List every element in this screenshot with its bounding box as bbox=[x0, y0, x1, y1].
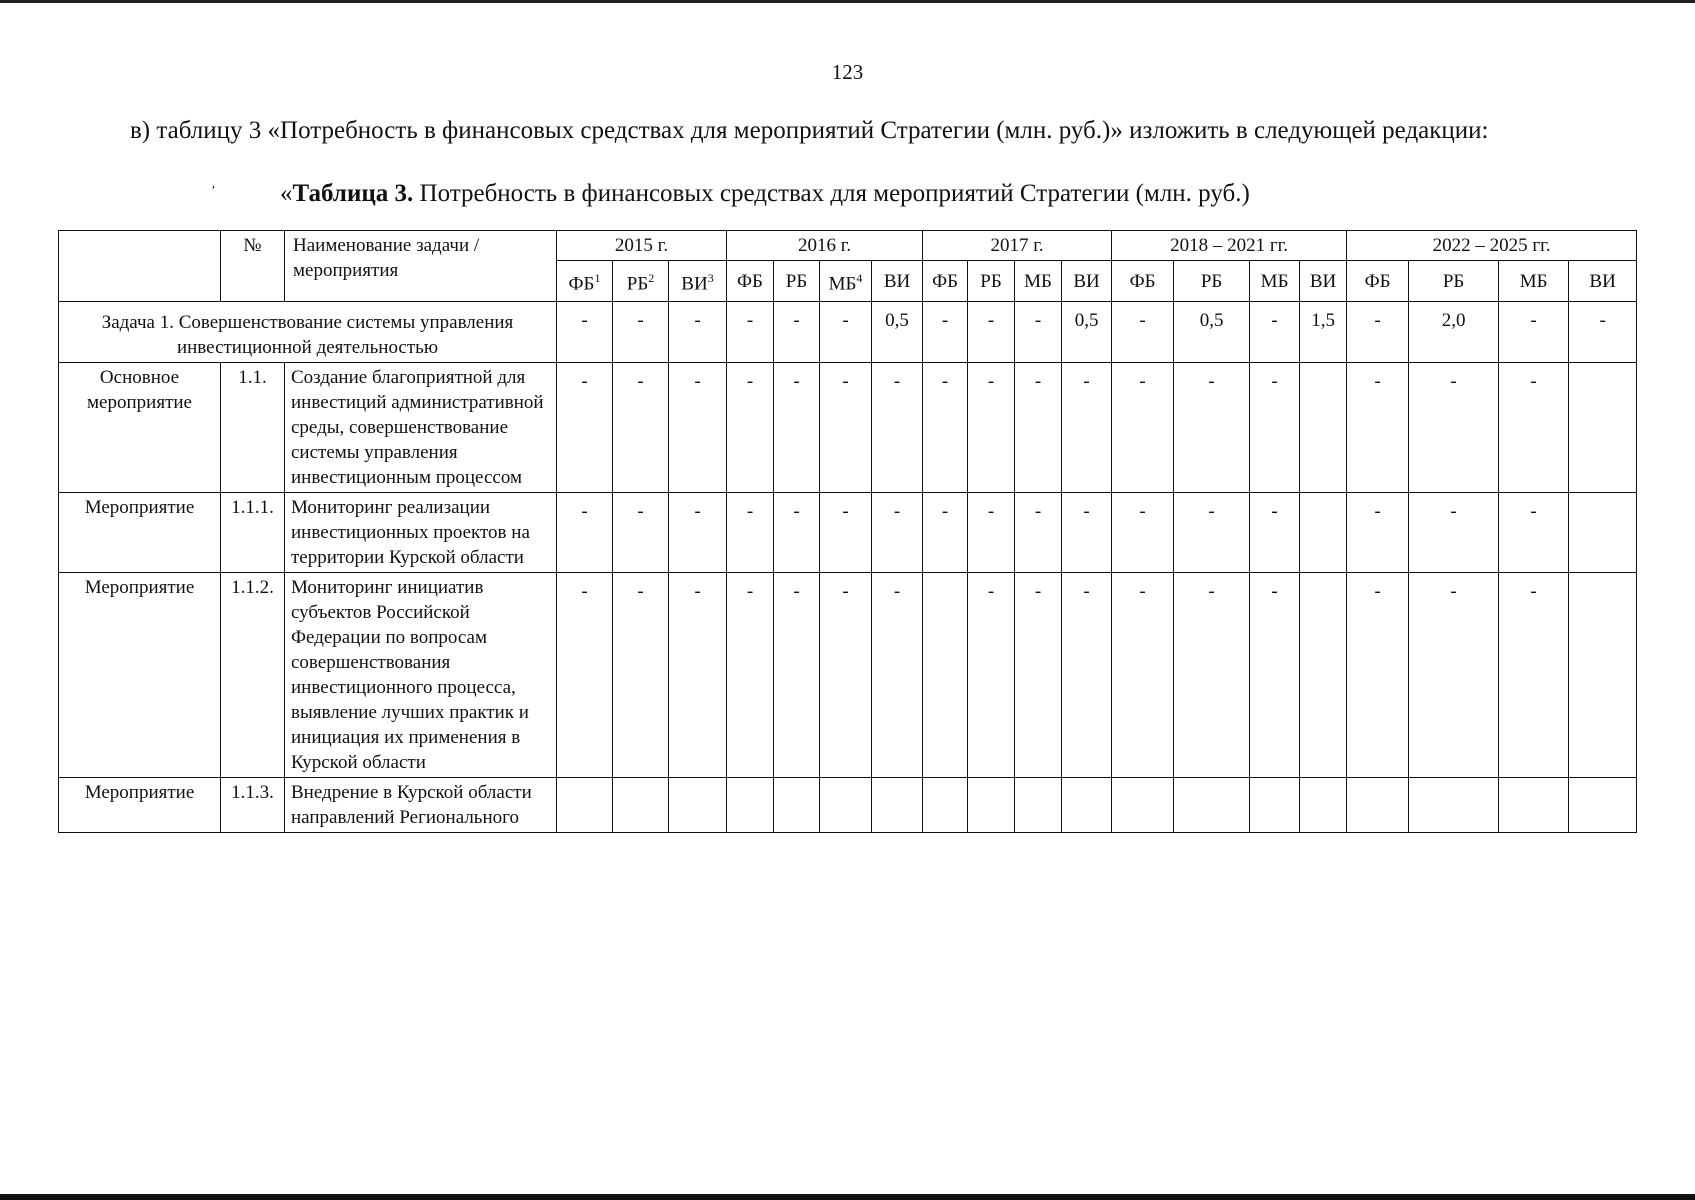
header-source-label: ФБ bbox=[1129, 270, 1156, 292]
value-cell bbox=[557, 778, 613, 833]
value-cell: - bbox=[1347, 573, 1409, 778]
table-row bbox=[59, 573, 1637, 778]
value-cell: - bbox=[669, 363, 727, 493]
header-source bbox=[774, 261, 820, 302]
header-source-label: РБ bbox=[1442, 270, 1465, 292]
value-cell bbox=[1300, 778, 1347, 833]
header-source bbox=[1499, 261, 1569, 302]
value-cell: - bbox=[557, 302, 613, 363]
value-cell: - bbox=[1250, 493, 1300, 573]
value-cell: - bbox=[1112, 493, 1174, 573]
value-cell: - bbox=[1250, 573, 1300, 778]
header-name: Наименование задачи / мероприятия bbox=[285, 231, 557, 302]
value-cell bbox=[727, 778, 774, 833]
table-row bbox=[59, 363, 1637, 493]
row-number: 1.1.1. bbox=[221, 493, 285, 573]
header-source-label: ВИ bbox=[681, 273, 708, 295]
value-cell bbox=[613, 778, 669, 833]
header-source bbox=[727, 261, 774, 302]
header-source-label: МБ bbox=[1519, 270, 1548, 292]
value-cell: - bbox=[1015, 363, 1062, 493]
footnote-mark: 3 bbox=[707, 270, 714, 285]
header-source-label: ФБ bbox=[932, 270, 958, 292]
row-type: Основное мероприятие bbox=[59, 363, 221, 493]
header-source bbox=[1347, 261, 1409, 302]
value-cell: - bbox=[923, 302, 968, 363]
value-cell bbox=[968, 778, 1015, 833]
value-cell bbox=[1569, 573, 1637, 778]
row-type: Мероприятие bbox=[59, 778, 221, 833]
header-source-label: ФБ bbox=[1364, 270, 1391, 292]
value-cell: - bbox=[1015, 302, 1062, 363]
top-border bbox=[0, 0, 1695, 3]
header-source-label: ФБ bbox=[568, 273, 595, 295]
header-no: № bbox=[221, 231, 285, 302]
header-source bbox=[1409, 261, 1499, 302]
value-cell: - bbox=[872, 493, 923, 573]
caption-bold: Таблица 3. bbox=[292, 180, 414, 207]
value-cell bbox=[1300, 573, 1347, 778]
value-cell: - bbox=[872, 363, 923, 493]
value-cell: - bbox=[1174, 363, 1250, 493]
header-source bbox=[1250, 261, 1300, 302]
value-cell: - bbox=[1062, 493, 1112, 573]
value-cell bbox=[1569, 493, 1637, 573]
header-source bbox=[1015, 261, 1062, 302]
row-name: Мониторинг инициатив субъектов Российской Федерации по вопросам совершенствования инвестиционного процесса, выявление лучших практик и инициация их применения в Курской области bbox=[285, 573, 557, 778]
header-source bbox=[557, 261, 613, 302]
header-empty-cell bbox=[59, 231, 221, 302]
header-source-label: РБ bbox=[785, 270, 808, 292]
value-cell: 0,5 bbox=[872, 302, 923, 363]
value-cell: - bbox=[669, 302, 727, 363]
value-cell bbox=[1062, 778, 1112, 833]
value-cell bbox=[1300, 363, 1347, 493]
value-cell: - bbox=[968, 302, 1015, 363]
value-cell bbox=[1300, 493, 1347, 573]
value-cell bbox=[923, 573, 968, 778]
value-cell: - bbox=[613, 302, 669, 363]
value-cell: - bbox=[669, 573, 727, 778]
header-source-label: РБ bbox=[1200, 270, 1223, 292]
value-cell: - bbox=[1250, 363, 1300, 493]
value-cell bbox=[820, 778, 872, 833]
header-source bbox=[1569, 261, 1637, 302]
value-cell: - bbox=[727, 302, 774, 363]
value-cell: - bbox=[1062, 573, 1112, 778]
row-type: Мероприятие bbox=[59, 573, 221, 778]
value-cell bbox=[774, 778, 820, 833]
table-row bbox=[59, 493, 1637, 573]
value-cell: - bbox=[669, 493, 727, 573]
header-source-label: ВИ bbox=[1309, 270, 1337, 292]
value-cell bbox=[1409, 778, 1499, 833]
value-cell: - bbox=[1112, 302, 1174, 363]
value-cell: 0,5 bbox=[1174, 302, 1250, 363]
value-cell: - bbox=[1347, 493, 1409, 573]
value-cell bbox=[1569, 778, 1637, 833]
header-year: 2018 – 2021 гг. bbox=[1112, 231, 1347, 261]
value-cell: - bbox=[1112, 573, 1174, 778]
value-cell: - bbox=[1174, 493, 1250, 573]
value-cell: - bbox=[727, 493, 774, 573]
value-cell: - bbox=[774, 302, 820, 363]
value-cell: - bbox=[1569, 302, 1637, 363]
value-cell: - bbox=[1015, 573, 1062, 778]
value-cell: - bbox=[1174, 573, 1250, 778]
value-cell: - bbox=[613, 573, 669, 778]
value-cell: - bbox=[774, 363, 820, 493]
value-cell: - bbox=[968, 493, 1015, 573]
task-row bbox=[59, 302, 1637, 363]
header-source-label: ВИ bbox=[883, 270, 911, 292]
value-cell: - bbox=[820, 302, 872, 363]
value-cell: - bbox=[1499, 302, 1569, 363]
value-cell: - bbox=[1499, 493, 1569, 573]
header-source bbox=[1112, 261, 1174, 302]
value-cell: 2,0 bbox=[1409, 302, 1499, 363]
header-year: 2022 – 2025 гг. bbox=[1347, 231, 1637, 261]
header-source-label: ФБ bbox=[737, 270, 763, 292]
row-number: 1.1.2. bbox=[221, 573, 285, 778]
value-cell bbox=[1250, 778, 1300, 833]
value-cell bbox=[872, 778, 923, 833]
table-body bbox=[59, 363, 1637, 833]
value-cell: - bbox=[1499, 363, 1569, 493]
table-row bbox=[59, 778, 1637, 833]
intro-paragraph: в) таблицу 3 «Потребность в финансовых средствах для мероприятий Стратегии (млн. руб.)» изложить в следующей редакции: bbox=[130, 117, 1489, 144]
value-cell: - bbox=[613, 363, 669, 493]
row-number: 1.1.3. bbox=[221, 778, 285, 833]
header-source bbox=[1062, 261, 1112, 302]
value-cell: - bbox=[1015, 493, 1062, 573]
value-cell: - bbox=[1112, 363, 1174, 493]
header-source bbox=[613, 261, 669, 302]
header-source bbox=[968, 261, 1015, 302]
task-title: Задача 1. Совершенствование системы управления инвестиционной деятельностью bbox=[59, 302, 557, 363]
value-cell bbox=[923, 778, 968, 833]
header-year: 2017 г. bbox=[923, 231, 1112, 261]
value-cell bbox=[1569, 363, 1637, 493]
caption-rest: Потребность в финансовых средствах для мероприятий Стратегии (млн. руб.) bbox=[413, 180, 1250, 207]
value-cell: - bbox=[1409, 363, 1499, 493]
value-cell: - bbox=[727, 363, 774, 493]
header-source-label: РБ bbox=[626, 273, 649, 295]
value-cell: - bbox=[872, 573, 923, 778]
table-caption bbox=[280, 180, 1250, 208]
value-cell: - bbox=[774, 573, 820, 778]
header-source-label: МБ bbox=[1260, 270, 1289, 292]
footnote-mark: 2 bbox=[648, 270, 655, 285]
header-source bbox=[669, 261, 727, 302]
value-cell bbox=[1174, 778, 1250, 833]
value-cell: - bbox=[820, 573, 872, 778]
header-source bbox=[1174, 261, 1250, 302]
value-cell: - bbox=[557, 363, 613, 493]
value-cell: - bbox=[820, 493, 872, 573]
header-year: 2016 г. bbox=[727, 231, 923, 261]
header-source-label: ВИ bbox=[1073, 270, 1100, 292]
value-cell: 1,5 bbox=[1300, 302, 1347, 363]
footnote-mark: 1 bbox=[594, 270, 601, 285]
caption-prefix: « bbox=[280, 180, 293, 207]
header-source bbox=[1300, 261, 1347, 302]
row-type: Мероприятие bbox=[59, 493, 221, 573]
value-cell bbox=[1015, 778, 1062, 833]
header-year: 2015 г. bbox=[557, 231, 727, 261]
value-cell: - bbox=[557, 573, 613, 778]
value-cell: - bbox=[774, 493, 820, 573]
value-cell: - bbox=[557, 493, 613, 573]
value-cell: - bbox=[1062, 363, 1112, 493]
value-cell: - bbox=[820, 363, 872, 493]
value-cell: 0,5 bbox=[1062, 302, 1112, 363]
value-cell: - bbox=[1250, 302, 1300, 363]
row-name: Мониторинг реализации инвестиционных проектов на территории Курской области bbox=[285, 493, 557, 573]
bottom-border bbox=[0, 1194, 1695, 1200]
value-cell: - bbox=[923, 493, 968, 573]
header-source bbox=[923, 261, 968, 302]
financial-needs-table bbox=[58, 230, 1637, 833]
value-cell: - bbox=[1347, 302, 1409, 363]
value-cell bbox=[1499, 778, 1569, 833]
value-cell bbox=[1347, 778, 1409, 833]
row-number: 1.1. bbox=[221, 363, 285, 493]
value-cell: - bbox=[613, 493, 669, 573]
row-name: Внедрение в Курской области направлений Регионального bbox=[285, 778, 557, 833]
value-cell: - bbox=[727, 573, 774, 778]
page-number: 123 bbox=[831, 60, 864, 84]
footnote-mark: 4 bbox=[856, 270, 863, 285]
value-cell: - bbox=[1499, 573, 1569, 778]
header-row-years bbox=[59, 231, 1637, 261]
header-source-label: РБ bbox=[980, 270, 1002, 292]
header-source-label: МБ bbox=[828, 273, 857, 295]
header-source-label: МБ bbox=[1024, 270, 1052, 292]
value-cell: - bbox=[923, 363, 968, 493]
header-source bbox=[820, 261, 872, 302]
header-source-label: ВИ bbox=[1589, 270, 1616, 292]
value-cell: - bbox=[1409, 573, 1499, 778]
value-cell: - bbox=[1347, 363, 1409, 493]
value-cell bbox=[1112, 778, 1174, 833]
value-cell: - bbox=[1409, 493, 1499, 573]
value-cell: - bbox=[968, 573, 1015, 778]
value-cell: - bbox=[968, 363, 1015, 493]
stray-mark: ′ bbox=[212, 184, 216, 199]
header-source bbox=[872, 261, 923, 302]
row-name: Создание благоприятной для инвестиций административной среды, совершенствование системы управления инвестиционным процессом bbox=[285, 363, 557, 493]
value-cell bbox=[669, 778, 727, 833]
